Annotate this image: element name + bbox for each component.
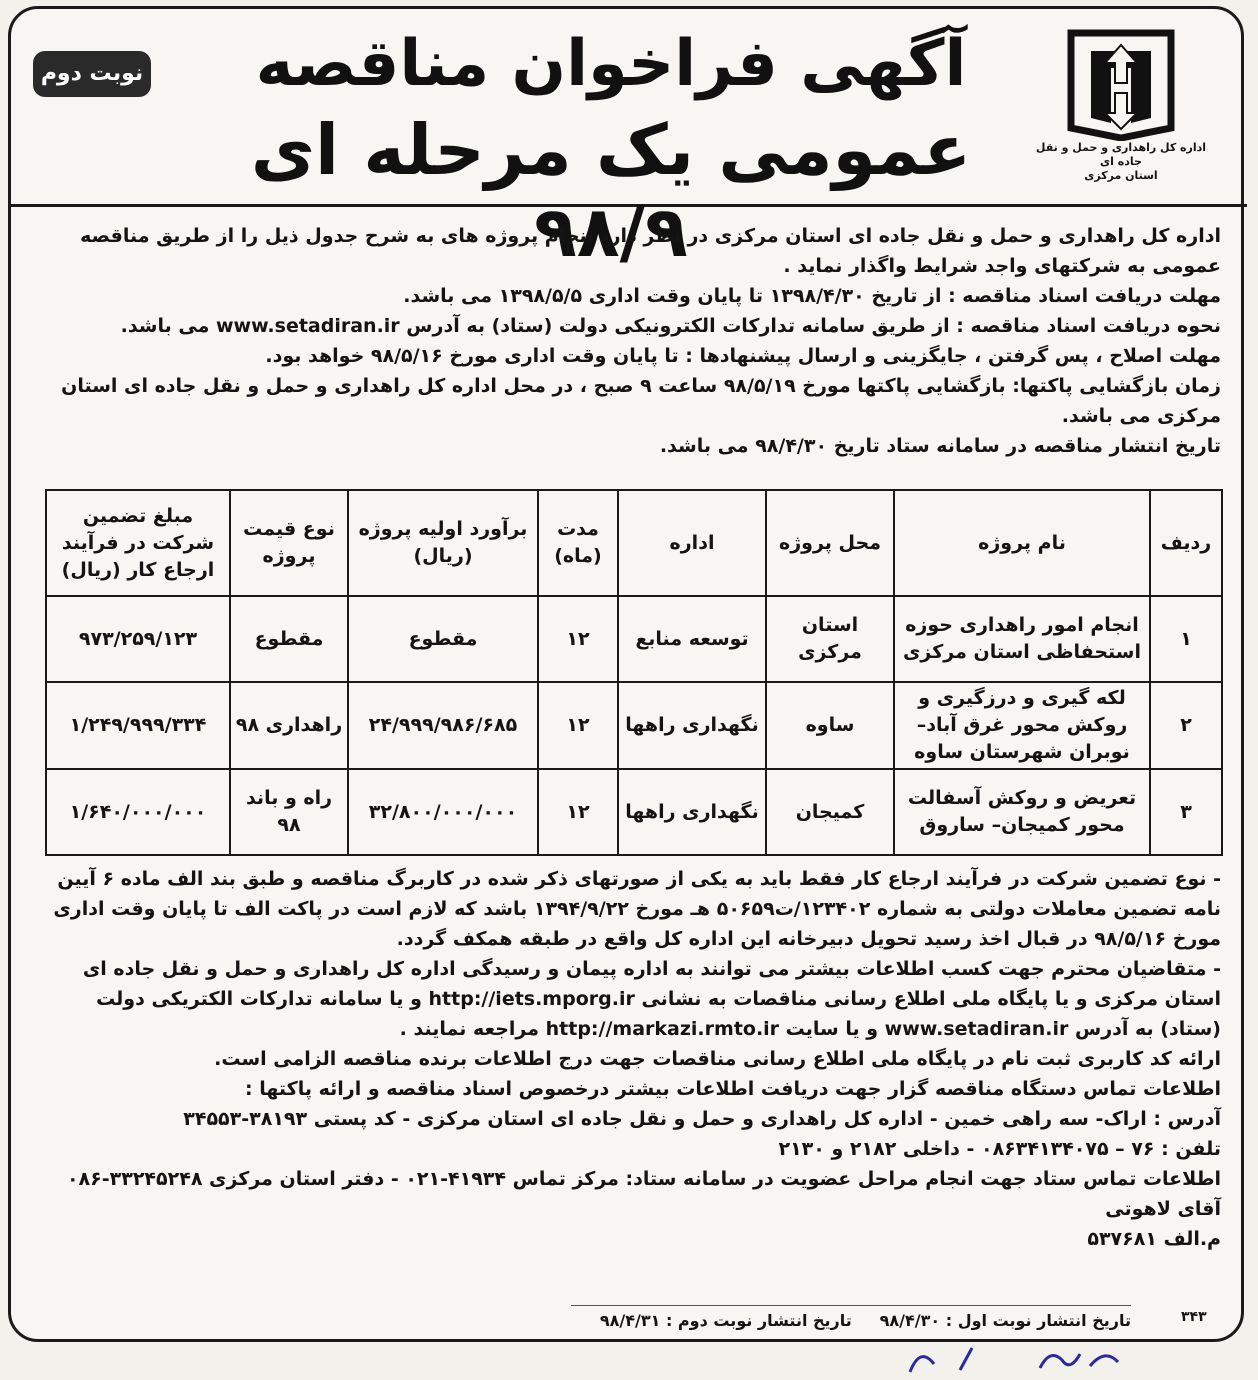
logo-caption-line1: اداره کل راهداری و حمل و نقل جاده ای [1035, 141, 1207, 168]
cell-duration: ۱۲ [538, 769, 618, 855]
header-duration: مدت (ماه) [538, 490, 618, 596]
note-paragraph: اطلاعات تماس ستاد جهت انجام مراحل عضویت در سامانه ستاد: مرکز تماس ۴۱۹۳۴-۰۲۱ - دفتر استان مرکزی ۳۳۲۴۵۲۴۸-۰۸۶ آقای لاهوتی [66, 1168, 1221, 1220]
road-organization-emblem-icon [1061, 23, 1181, 141]
cell-price-type: راه و باند ۹۸ [230, 769, 348, 855]
note-paragraph: - متقاضیان محترم جهت کسب اطلاعات بیشتر می توانند به اداره پیمان و رسیدگی اداره کل راهداری و حمل و نقل جاده ای استان مرکزی و یا پایگاه ملی اطلاع رسانی مناقصات به نشانی http://iets.mporg.ir و یا سامانه تدارکات الکتریکی دولت (ستاد) به آدرس www.setadiran.ir و یا سایت http://markazi.rmto.ir مراجعه نمایند . [82, 958, 1221, 1040]
cell-department: نگهداری راهها [618, 682, 766, 769]
cell-estimate: مقطوع [348, 596, 538, 682]
cell-row-number: ۱ [1150, 596, 1222, 682]
note-paragraph: م.الف ۵۳۷۶۸۱ [1087, 1228, 1221, 1250]
cell-estimate: ۲۴/۹۹۹/۹۸۶/۶۸۵ [348, 682, 538, 769]
note-paragraph: ارائه کد کاربری ثبت نام در پایگاه ملی اطلاع رسانی مناقصات جهت درج اطلاعات برنده مناقصه الزامی است. [214, 1048, 1221, 1070]
handwritten-mark-icon [900, 1344, 1140, 1378]
note-paragraph: - نوع تضمین شرکت در فرآیند ارجاع کار فقط باید به یکی از صورتهای ذکر شده در کاربرگ مناقصه و طبق بند الف ماده ۶ آیین نامه تضمین معاملات دولتی به شماره ۱۲۳۴۰۲/ت۵۰۶۵۹ هـ مورخ ۱۳۹۴/۹/۲۲ باشد که لازم است در پاکت الف تا پایان وقت اداری مورخ ۹۸/۵/۱۶ در قبال اخذ رسید تحویل دبیرخانه این اداره کل واقع در طبقه همکف گردد. [53, 868, 1221, 950]
organization-logo [1031, 23, 1211, 191]
header-project-name: نام پروژه [894, 490, 1150, 596]
cell-location: ساوه [766, 682, 894, 769]
cell-price-type: مقطوع [230, 596, 348, 682]
intro-paragraph: اداره کل راهداری و حمل و نقل جاده ای استان مرکزی در نظر دارد انجام پروژه های به شرح جدول ذیل را از طریق مناقصه عمومی به شرکتهای واجد شرایط واگذار نماید . [80, 225, 1221, 277]
cell-row-number: ۲ [1150, 682, 1222, 769]
cell-duration: ۱۲ [538, 596, 618, 682]
cell-location: استان مرکزی [766, 596, 894, 682]
header-estimate: برآورد اولیه پروژه (ریال) [348, 490, 538, 596]
intro-paragraph: مهلت دریافت اسناد مناقصه : از تاریخ ۱۳۹۸/۴/۳۰ تا پایان وقت اداری ۱۳۹۸/۵/۵ می باشد. [403, 285, 1221, 307]
second-round-badge: نوبت دوم [33, 51, 151, 97]
announcement-title-line1: آگهی فراخوان مناقصه [255, 27, 967, 101]
intro-paragraph: تاریخ انتشار مناقصه در سامانه ستاد تاریخ ۹۸/۴/۳۰ می باشد. [659, 435, 1221, 457]
table-row [46, 596, 1222, 682]
note-paragraph: اطلاعات تماس دستگاه مناقصه گزار جهت دریافت اطلاعات بیشتر درخصوص اسناد مناقصه و ارائه پاکتها : [245, 1078, 1221, 1100]
note-paragraph: تلفن : ۷۶ – ۰۸۶۳۴۱۳۴۰۷۵ - داخلی ۲۱۸۲ و ۲۱۳۰ [778, 1138, 1221, 1160]
cell-duration: ۱۲ [538, 682, 618, 769]
intro-paragraph: نحوه دریافت اسناد مناقصه : از طریق سامانه تدارکات الکترونیکی دولت (ستاد) به آدرس www.setadiran.ir می باشد. [120, 315, 1221, 337]
cell-guarantee: ۱/۲۴۹/۹۹۹/۳۳۴ [46, 682, 230, 769]
page-number: ۳۴۳ [1181, 1309, 1207, 1325]
table-header-row [46, 490, 1222, 596]
intro-paragraph: زمان بازگشایی پاکتها: بازگشایی پاکتها مورخ ۹۸/۵/۱۹ ساعت ۹ صبح ، در محل اداره کل راهداری و حمل و نقل جاده ای استان مرکزی می باشد. [61, 375, 1221, 427]
cell-price-type: راهداری ۹۸ [230, 682, 348, 769]
cell-guarantee: ۱/۶۴۰/۰۰۰/۰۰۰ [46, 769, 230, 855]
cell-estimate: ۳۲/۸۰۰/۰۰۰/۰۰۰ [348, 769, 538, 855]
cell-row-number: ۳ [1150, 769, 1222, 855]
cell-location: کمیجان [766, 769, 894, 855]
publication-dates [571, 1305, 1131, 1338]
intro-paragraph: مهلت اصلاح ، پس گرفتن ، جایگزینی و ارسال پیشنهادها : تا پایان وقت اداری مورخ ۹۸/۵/۱۶ خواهد بود. [265, 345, 1221, 367]
first-publication-date: تاریخ انتشار نوبت اول : ۹۸/۴/۳۰ [879, 1311, 1131, 1330]
announcement-frame [8, 6, 1244, 1342]
notes-text [31, 864, 1221, 1254]
cell-department: نگهداری راهها [618, 769, 766, 855]
header-department: اداره [618, 490, 766, 596]
table-row [46, 769, 1222, 855]
cell-project-name: تعریض و روکش آسفالت محور کمیجان– ساروق [894, 769, 1150, 855]
cell-project-name: انجام امور راهداری حوزه استحفاظی استان مرکزی [894, 596, 1150, 682]
note-paragraph: آدرس : اراک- سه راهی خمین - اداره کل راهداری و حمل و نقل جاده ای استان مرکزی - کد پستی ۳۸۱۹۳-۳۴۵۵۳ [183, 1108, 1221, 1130]
header-project-location: محل پروژه [766, 490, 894, 596]
cell-project-name: لکه گیری و درزگیری و روکش محور غرق آباد– نوبران شهرستان ساوه [894, 682, 1150, 769]
header-price-type: نوع قیمت پروژه [230, 490, 348, 596]
header-row-number: ردیف [1150, 490, 1222, 596]
projects-table [45, 489, 1223, 856]
announcement-title-line2: عمومی یک مرحله ای ۹۸/۹ [250, 109, 972, 273]
logo-caption-line2: استان مرکزی [1084, 169, 1158, 182]
header-guarantee: مبلغ تضمین شرکت در فرآیند ارجاع کار (ریال) [46, 490, 230, 596]
cell-guarantee: ۹۷۳/۲۵۹/۱۲۳ [46, 596, 230, 682]
table-row [46, 682, 1222, 769]
cell-department: توسعه منابع [618, 596, 766, 682]
intro-text [31, 221, 1221, 461]
second-publication-date: تاریخ انتشار نوبت دوم : ۹۸/۴/۳۱ [599, 1311, 852, 1330]
